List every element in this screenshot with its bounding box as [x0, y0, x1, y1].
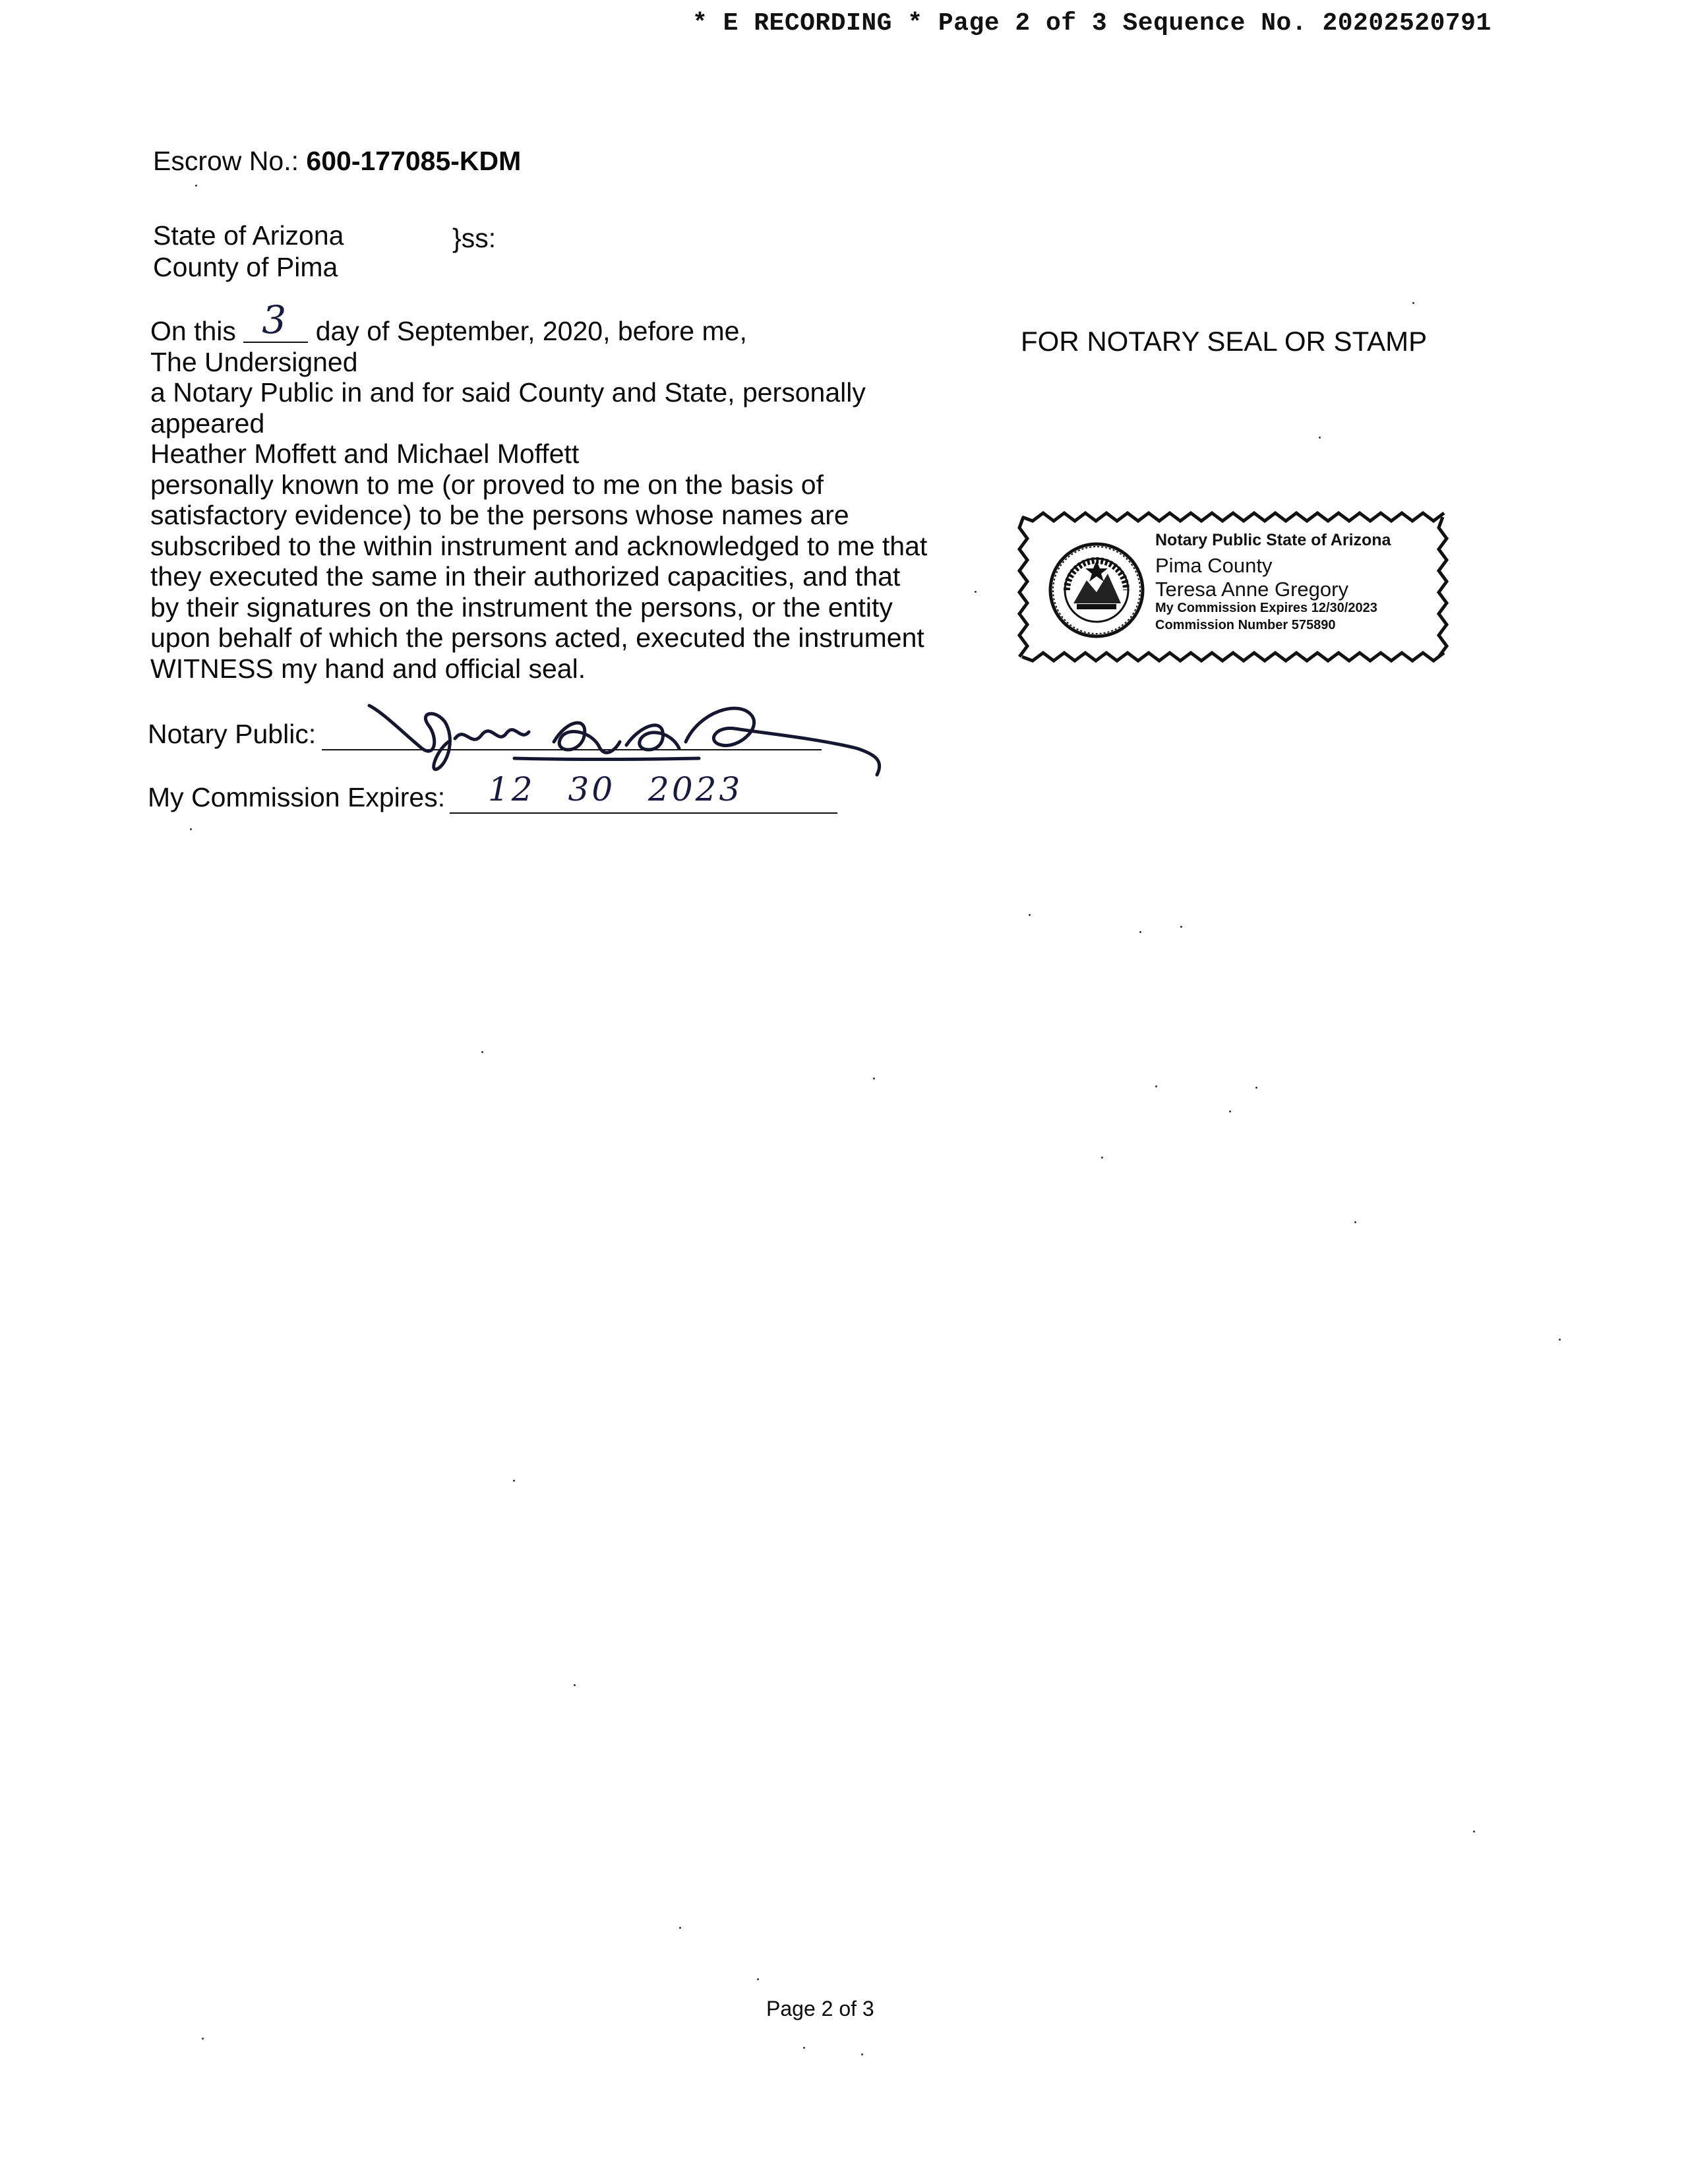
acknowledgment-line: by their signatures on the instrument the persons, or the entity: [150, 592, 893, 622]
stamp-line-name: Teresa Anne Gregory: [1155, 578, 1348, 601]
scan-speck: [1139, 931, 1141, 933]
scan-speck: [1180, 926, 1182, 928]
stamp-line-expires: My Commission Expires 12/30/2023: [1155, 601, 1377, 615]
acknowledgment-line: upon behalf of which the persons acted, executed the instrument: [150, 622, 924, 653]
handwritten-day: 3: [262, 297, 287, 342]
acknowledgment-line: a Notary Public in and for said County and State, personally: [150, 377, 866, 408]
acknowledgment-line: they executed the same in their authorized capacities, and that: [150, 561, 901, 592]
scan-speck: [1319, 437, 1321, 439]
acknowledgment-first-line: On this 3 day of September, 2020, before me,: [150, 297, 747, 346]
page-footer: Page 2 of 3: [766, 1997, 874, 2020]
day-blank: [243, 297, 308, 343]
scan-speck: [1473, 1831, 1475, 1833]
handwritten-expiration: 12 30 2023: [488, 770, 743, 808]
scan-speck: [757, 1978, 759, 1980]
acknowledgment-line: subscribed to the within instrument and acknowledged to me that: [150, 530, 928, 561]
stamp-line-number: Commission Number 575890: [1155, 618, 1336, 632]
scan-speck: [975, 591, 977, 593]
escrow-value: 600-177085-KDM: [306, 146, 522, 176]
escrow-number: [153, 145, 521, 177]
scan-speck: [803, 2047, 805, 2049]
arizona-seal-icon: [1047, 541, 1146, 640]
scan-speck: [574, 1684, 576, 1686]
scan-speck: [1412, 302, 1414, 304]
escrow-label: Escrow No.:: [153, 146, 299, 176]
scan-speck: [1354, 1221, 1356, 1223]
scan-speck: [1101, 1157, 1103, 1159]
scan-speck: [202, 2038, 204, 2040]
scan-speck: [1155, 1085, 1157, 1087]
scan-speck: [861, 2053, 863, 2055]
scan-speck: [679, 1927, 681, 1929]
seal-area-label: FOR NOTARY SEAL OR STAMP: [1021, 326, 1428, 357]
acknowledgment-line: personally known to me (or proved to me on the basis of: [150, 469, 824, 500]
commission-expires-label: My Commission Expires:: [148, 782, 446, 812]
notary-public-label: Notary Public:: [148, 719, 316, 749]
acknowledgment-line: satisfactory evidence) to be the persons whose names are: [150, 500, 849, 530]
commission-line: [450, 812, 837, 814]
venue-county: County of Pima: [153, 252, 338, 282]
scan-speck: [190, 828, 192, 830]
venue-ss: }ss:: [452, 223, 497, 253]
scan-speck: [873, 1077, 875, 1079]
scan-speck: [1255, 1087, 1257, 1089]
scan-speck: [1229, 1110, 1231, 1112]
acknowledgment-line: The Undersigned: [150, 346, 358, 377]
scan-speck: [1029, 914, 1031, 916]
scan-speck: [195, 185, 197, 187]
scan-speck: [513, 1480, 515, 1482]
recording-header: * E RECORDING * Page 2 of 3 Sequence No. 20202520791: [692, 9, 1492, 38]
acknowledgment-text: [150, 297, 928, 684]
venue-state: State of Arizona: [153, 220, 344, 251]
stamp-line-title: Notary Public State of Arizona: [1155, 531, 1391, 549]
acknowledgment-line: Heather Moffett and Michael Moffett: [150, 439, 580, 469]
stamp-line-county: Pima County: [1155, 554, 1273, 577]
acknowledgment-line: WITNESS my hand and official seal.: [150, 653, 586, 684]
acknowledgment-line: appeared: [150, 408, 265, 439]
scan-speck: [1559, 1339, 1561, 1341]
scan-speck: [481, 1051, 483, 1053]
